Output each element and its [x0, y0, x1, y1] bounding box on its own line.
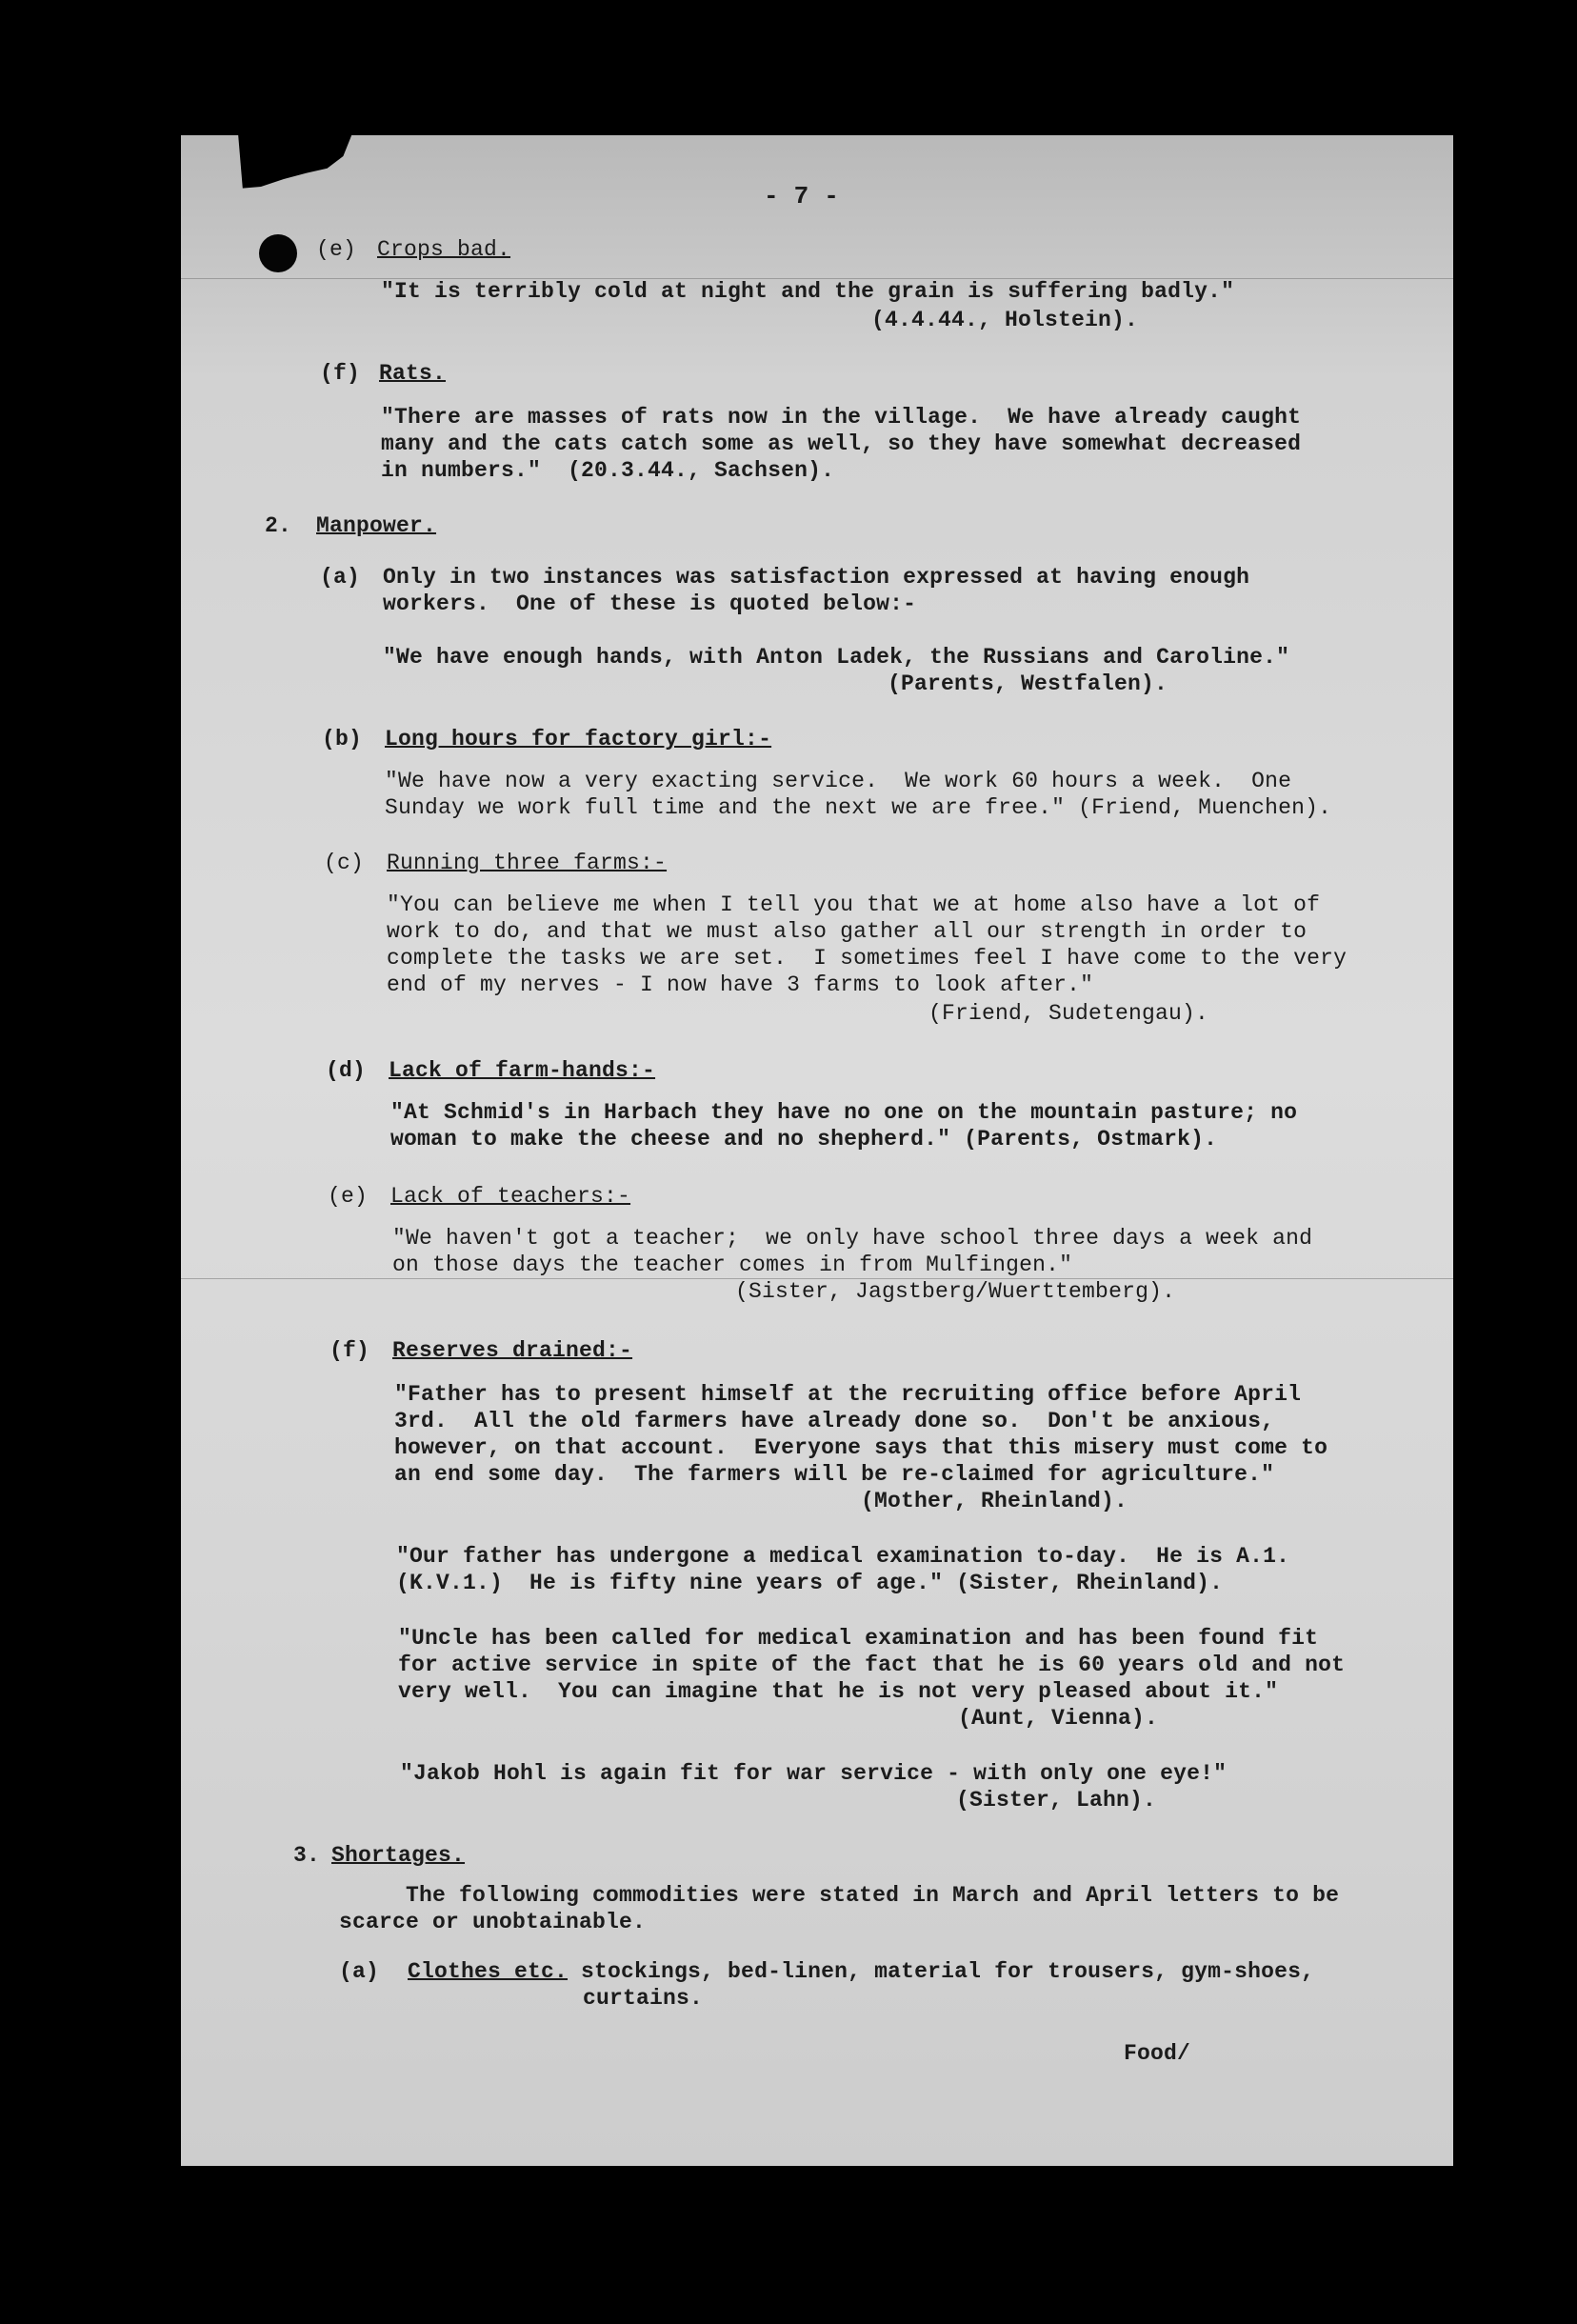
body-line: scarce or unobtainable. — [339, 1910, 647, 1934]
page-number: - 7 - — [764, 182, 840, 210]
item-heading: Crops bad. — [377, 237, 511, 262]
quote-line: "It is terribly cold at night and the grain is suffering badly." — [381, 279, 1235, 304]
item-heading: Clothes etc. — [408, 1959, 569, 1984]
item-marker: (f) — [329, 1338, 370, 1363]
item-marker: (a) — [320, 565, 361, 590]
quote-line: complete the tasks we are set. I sometimes feel I have come to the very — [387, 946, 1347, 971]
quote-line: "Our father has undergone a medical examination to-day. He is A.1. — [396, 1544, 1290, 1569]
section-number: 3. — [293, 1843, 321, 1868]
item-marker: (e) — [328, 1184, 369, 1209]
quote-line: Sunday we work full time and the next we are free." (Friend, Muenchen). — [385, 795, 1332, 820]
item-heading: Lack of teachers:- — [390, 1184, 631, 1209]
quote-line: woman to make the cheese and no shepherd." (Parents, Ostmark). — [390, 1127, 1218, 1152]
quote-line: "We haven't got a teacher; we only have school three days a week and — [392, 1226, 1313, 1251]
item-marker: (b) — [322, 727, 363, 751]
section-title: Manpower. — [316, 513, 437, 538]
quote-line: "We have now a very exacting service. We work 60 hours a week. One — [385, 769, 1292, 793]
item-marker: (d) — [326, 1058, 367, 1083]
quote-line: many and the cats catch some as well, so they have somewhat decreased — [381, 431, 1302, 456]
quote-source: (Sister, Jagstberg/Wuerttemberg). — [735, 1279, 1176, 1304]
quote-line: "At Schmid's in Harbach they have no one on the mountain pasture; no — [390, 1100, 1298, 1125]
item-marker: (a) — [339, 1959, 380, 1984]
body-line: Only in two instances was satisfaction expressed at having enough — [383, 565, 1250, 590]
section-title: Shortages. — [331, 1843, 466, 1868]
quote-line: in numbers." (20.3.44., Sachsen). — [381, 458, 835, 483]
item-heading: Running three farms:- — [387, 851, 668, 875]
quote-line: (K.V.1.) He is fifty nine years of age." (Sister, Rheinland). — [396, 1571, 1224, 1595]
document-page — [181, 135, 1453, 2166]
quote-line: "We have enough hands, with Anton Ladek, the Russians and Caroline." — [383, 645, 1290, 670]
quote-source: (Aunt, Vienna). — [958, 1706, 1159, 1731]
quote-line: however, on that account. Everyone says that this misery must come to — [394, 1435, 1328, 1460]
item-heading: Lack of farm-hands:- — [389, 1058, 656, 1083]
quote-line: 3rd. All the old farmers have already done so. Don't be anxious, — [394, 1409, 1275, 1433]
quote-source: (Parents, Westfalen). — [888, 671, 1168, 696]
quote-line: for active service in spite of the fact that he is 60 years old and not — [398, 1653, 1346, 1677]
section-number: 2. — [265, 513, 292, 538]
item-text: curtains. — [583, 1986, 704, 2011]
item-text: stockings, bed-linen, material for trousers, gym-shoes, — [568, 1959, 1315, 1984]
catchword: Food/ — [1124, 2041, 1191, 2066]
body-line: workers. One of these is quoted below:- — [383, 591, 917, 616]
quote-line: "You can believe me when I tell you that we at home also have a lot of — [387, 892, 1321, 917]
quote-source: (Friend, Sudetengau). — [928, 1001, 1209, 1026]
quote-line: work to do, and that we must also gather all our strength in order to — [387, 919, 1308, 944]
item-line — [408, 1958, 1314, 1986]
quote-source: (4.4.44., Holstein). — [871, 308, 1139, 332]
item-marker: (c) — [324, 851, 365, 875]
quote-source: (Sister, Lahn). — [956, 1788, 1157, 1813]
item-marker: (e) — [316, 237, 357, 262]
quote-line: on those days the teacher comes in from Mulfingen." — [392, 1252, 1073, 1277]
quote-line: "There are masses of rats now in the village. We have already caught — [381, 405, 1302, 430]
quote-line: "Jakob Hohl is again fit for war service - with only one eye!" — [400, 1761, 1228, 1786]
quote-line: "Uncle has been called for medical examination and has been found fit — [398, 1626, 1319, 1651]
item-heading: Rats. — [379, 361, 447, 386]
quote-line: end of my nerves - I now have 3 farms to look after." — [387, 972, 1094, 997]
quote-line: "Father has to present himself at the recruiting office before April — [394, 1382, 1302, 1407]
item-heading: Long hours for factory girl:- — [385, 727, 772, 751]
quote-line: an end some day. The farmers will be re-claimed for agriculture." — [394, 1462, 1275, 1487]
item-marker: (f) — [320, 361, 361, 386]
quote-source: (Mother, Rheinland). — [861, 1489, 1128, 1513]
quote-line: very well. You can imagine that he is not very pleased about it." — [398, 1679, 1279, 1704]
body-line: The following commodities were stated in March and April letters to be — [406, 1883, 1340, 1908]
punch-hole — [259, 234, 297, 272]
item-heading: Reserves drained:- — [392, 1338, 633, 1363]
torn-corner — [238, 135, 352, 210]
